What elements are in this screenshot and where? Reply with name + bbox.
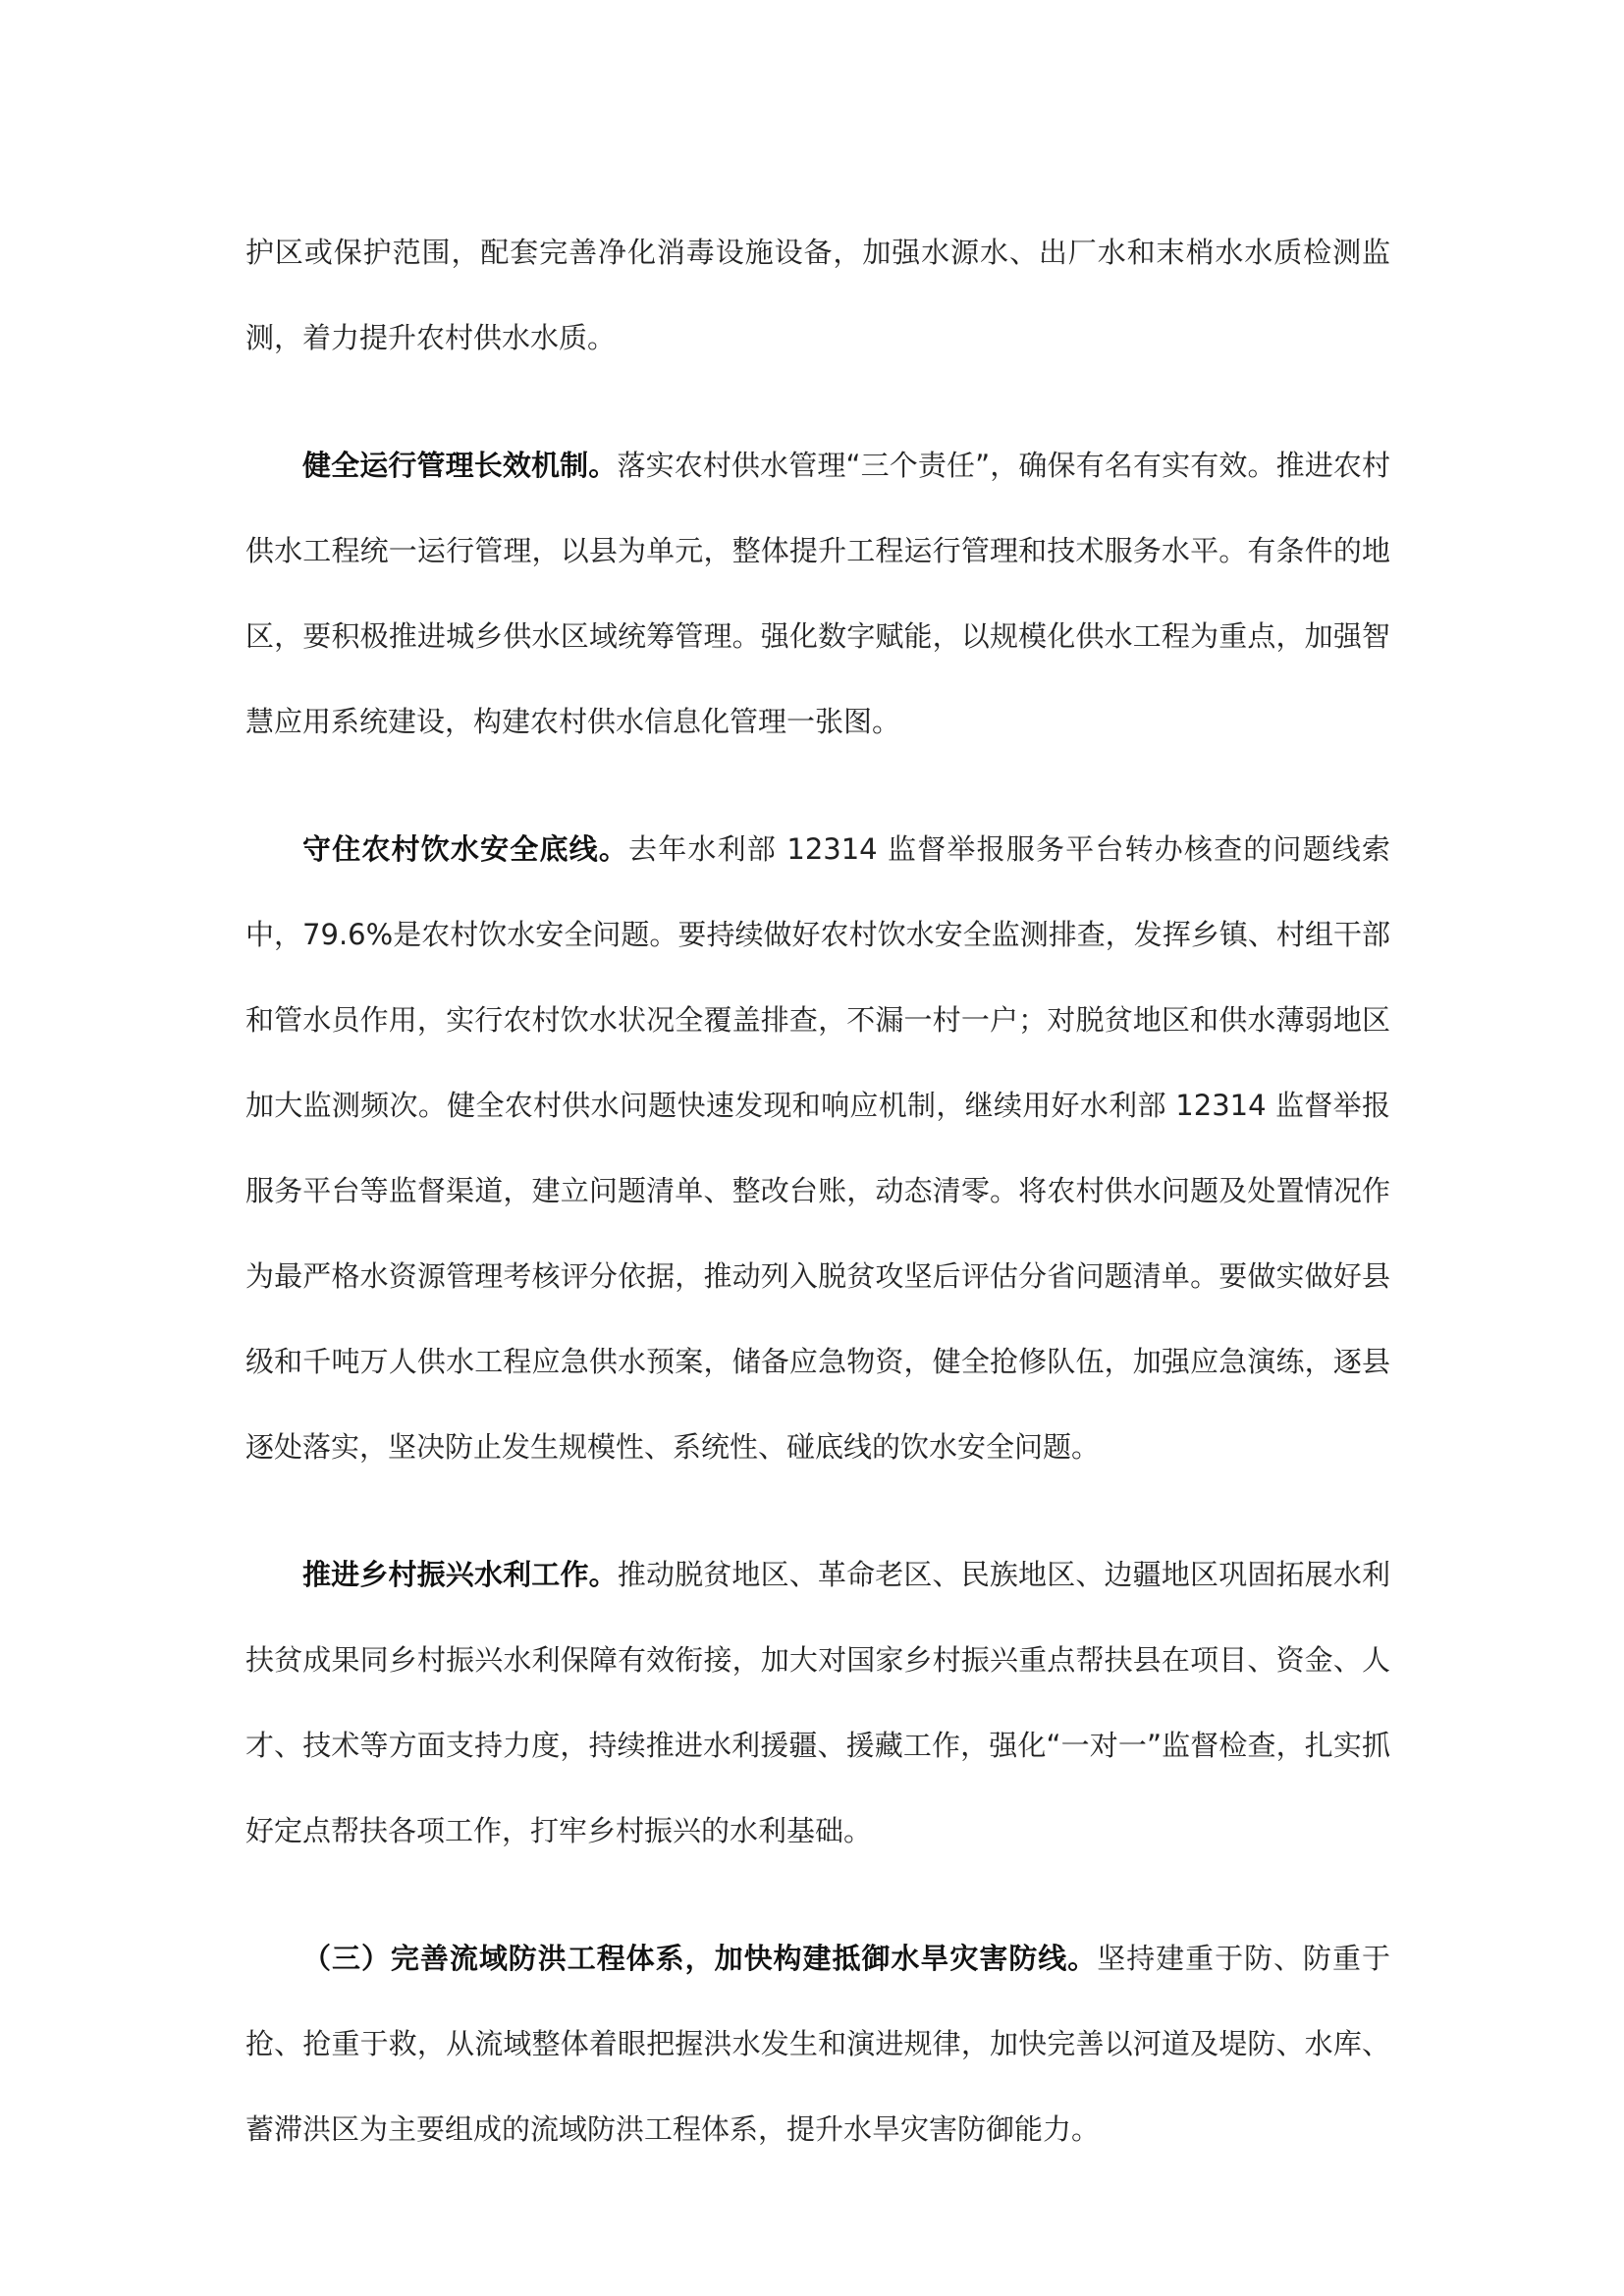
paragraph-water-quality [245, 210, 1390, 381]
paragraph-text: 坚持建重于防、防重于抢、抢重于救，从流域整体着眼把握洪水发生和演进规律，加快完善以河道及堤防、水库、蓄滞洪区为主要组成的流域防洪工程体系，提升水旱灾害防御能力。 [245, 1942, 1390, 2146]
paragraph-lead: 推进乡村振兴水利工作。 [302, 1558, 618, 1591]
paragraph-rural-revitalization [245, 1532, 1390, 1874]
paragraph-text: 落实农村供水管理“三个责任”，确保有名有实有效。推进农村供水工程统一运行管理，以县为单元，整体提升工程运行管理和技术服务水平。有条件的地区，要积极推进城乡供水区域统筹管理。强化数字赋能，以规模化供水工程为重点，加强智慧应用系统建设，构建农村供水信息化管理一张图。 [245, 449, 1390, 738]
paragraph-lead: （三）完善流域防洪工程体系，加快构建抵御水旱灾害防线。 [302, 1942, 1098, 1975]
paragraph-text: 护区或保护范围，配套完善净化消毒设施设备，加强水源水、出厂水和末梢水水质检测监测，着力提升农村供水水质。 [245, 236, 1390, 354]
paragraph-operation-management [245, 423, 1390, 765]
paragraph-text: 推动脱贫地区、革命老区、民族地区、边疆地区巩固拓展水利扶贫成果同乡村振兴水利保障有效衔接，加大对国家乡村振兴重点帮扶县在项目、资金、人才、技术等方面支持力度，持续推进水利援疆、援藏工作，强化“一对一”监督检查，扎实抓好定点帮扶各项工作，打牢乡村振兴的水利基础。 [245, 1558, 1390, 1847]
paragraph-flood-control [245, 1916, 1390, 2172]
paragraph-lead: 守住农村饮水安全底线。 [302, 832, 629, 866]
paragraph-drinking-water-safety [245, 807, 1390, 1490]
paragraph-text: 去年水利部 12314 监督举报服务平台转办核查的问题线索中，79.6%是农村饮水安全问题。要持续做好农村饮水安全监测排查，发挥乡镇、村组干部和管水员作用，实行农村饮水状况全覆盖排查，不漏一村一户；对脱贫地区和供水薄弱地区加大监测频次。健全农村供水问题快速发现和响应机制，继续用好水利部 12314 监督举报服务平台等监督渠道，建立问题清单、整改台账，动态清零。将农村供水问题及处置情况作为最严格水资源管理考核评分依据，推动列入脱贫攻坚后评估分省问题清单。要做实做好县级和千吨万人供水工程应急供水预案，储备应急物资，健全抢修队伍，加强应急演练，逐县逐处落实，坚决防止发生规模性、系统性、碰底线的饮水安全问题。 [245, 832, 1390, 1464]
document-body [245, 210, 1390, 2215]
paragraph-lead: 健全运行管理长效机制。 [302, 449, 618, 482]
